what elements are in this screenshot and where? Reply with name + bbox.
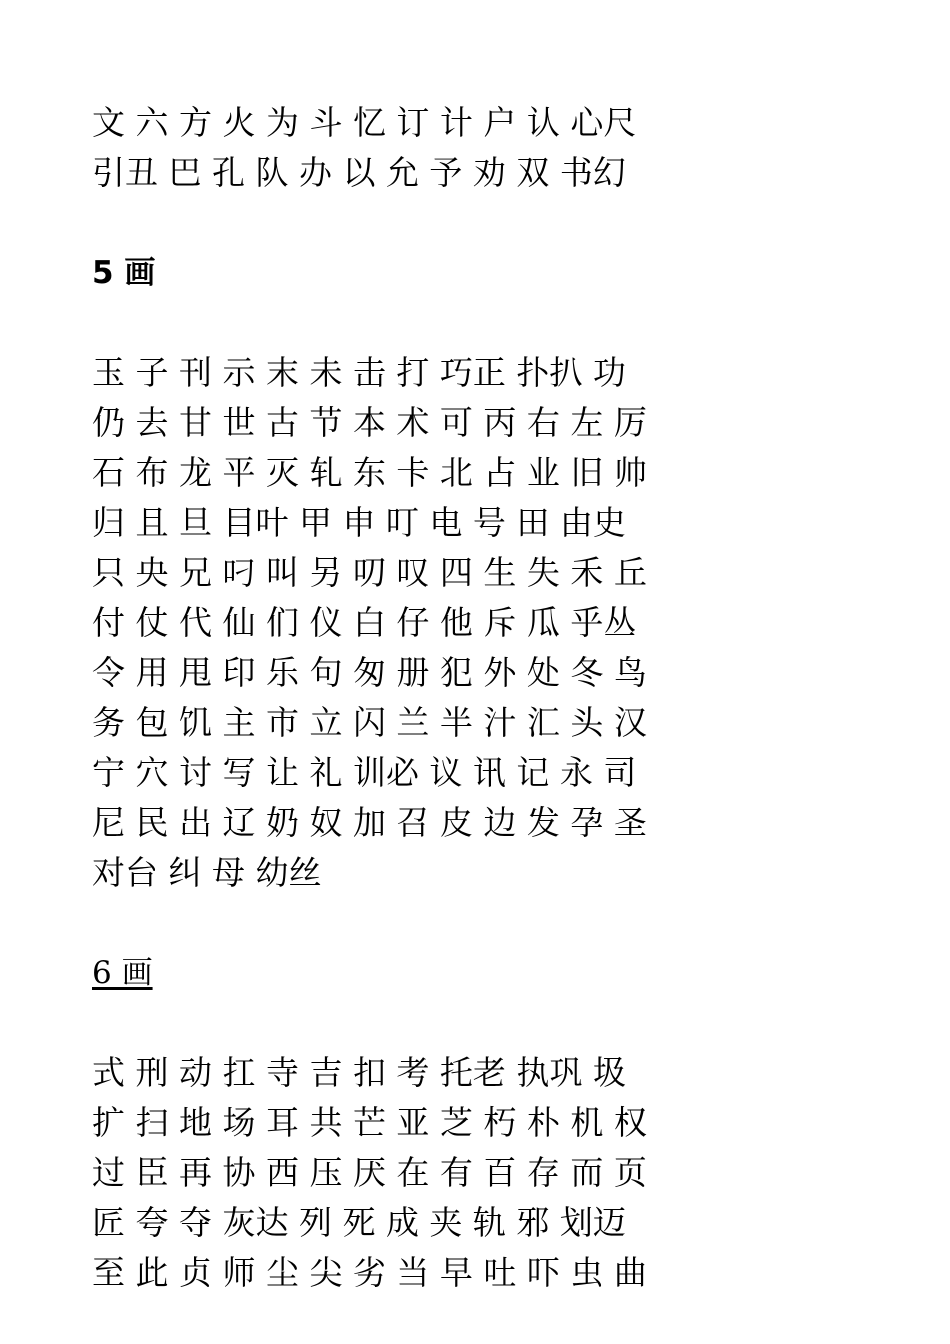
spacer	[92, 298, 862, 348]
section-5-heading: 5 画	[92, 255, 156, 291]
document-page	[92, 98, 862, 1298]
text-line: 只 央 兄 叼 叫 另 叨 叹 四 生 失 禾 丘	[92, 553, 647, 592]
section-4-tail	[92, 98, 862, 198]
text-line: 令 用 甩 印 乐 句 匆 册 犯 外 处 冬 鸟	[92, 653, 647, 692]
text-line: 尼 民 出 辽 奶 奴 加 召 皮 边 发 孕 圣	[92, 803, 647, 842]
spacer	[92, 998, 862, 1048]
section-6-heading: 6 画	[92, 955, 153, 991]
text-line: 过 臣 再 协 西 压 厌 在 有 百 存 而 页	[92, 1153, 647, 1192]
text-line: 付 仗 代 仙 们 仪 白 仔 他 斥 瓜 乎丛	[92, 603, 637, 642]
text-line: 对台 纠 母 幼丝	[92, 853, 322, 892]
text-line: 匠 夸 夺 灰达 列 死 成 夹 轨 邪 划迈	[92, 1203, 626, 1242]
text-line: 宁 穴 讨 写 让 礼 训必 议 讯 记 永 司	[92, 753, 637, 792]
text-line: 式 刑 动 扛 寺 吉 扣 考 托老 执巩 圾	[92, 1053, 626, 1092]
text-line: 引丑 巴 孔 队 办 以 允 予 劝 双 书幻	[92, 153, 626, 192]
section-6-body	[92, 1048, 862, 1298]
text-line: 文 六 方 火 为 斗 忆 订 计 户 认 心尺	[92, 103, 637, 142]
section-5-body	[92, 348, 862, 898]
text-line: 至 此 贞 师 尘 尖 劣 当 早 吐 吓 虫 曲	[92, 1253, 647, 1292]
text-line: 扩 扫 地 场 耳 共 芒 亚 芝 朽 朴 机 权	[92, 1103, 647, 1142]
spacer	[92, 898, 862, 948]
spacer	[92, 198, 862, 248]
text-line: 仍 去 甘 世 古 节 本 术 可 丙 右 左 厉	[92, 403, 647, 442]
text-line: 务 包 饥 主 市 立 闪 兰 半 汁 汇 头 汉	[92, 703, 647, 742]
text-line: 玉 子 刊 示 末 未 击 打 巧正 扑扒 功	[92, 353, 626, 392]
text-line: 归 且 旦 目叶 甲 申 叮 电 号 田 由史	[92, 503, 626, 542]
text-line: 石 布 龙 平 灭 轧 东 卡 北 占 业 旧 帅	[92, 453, 647, 492]
